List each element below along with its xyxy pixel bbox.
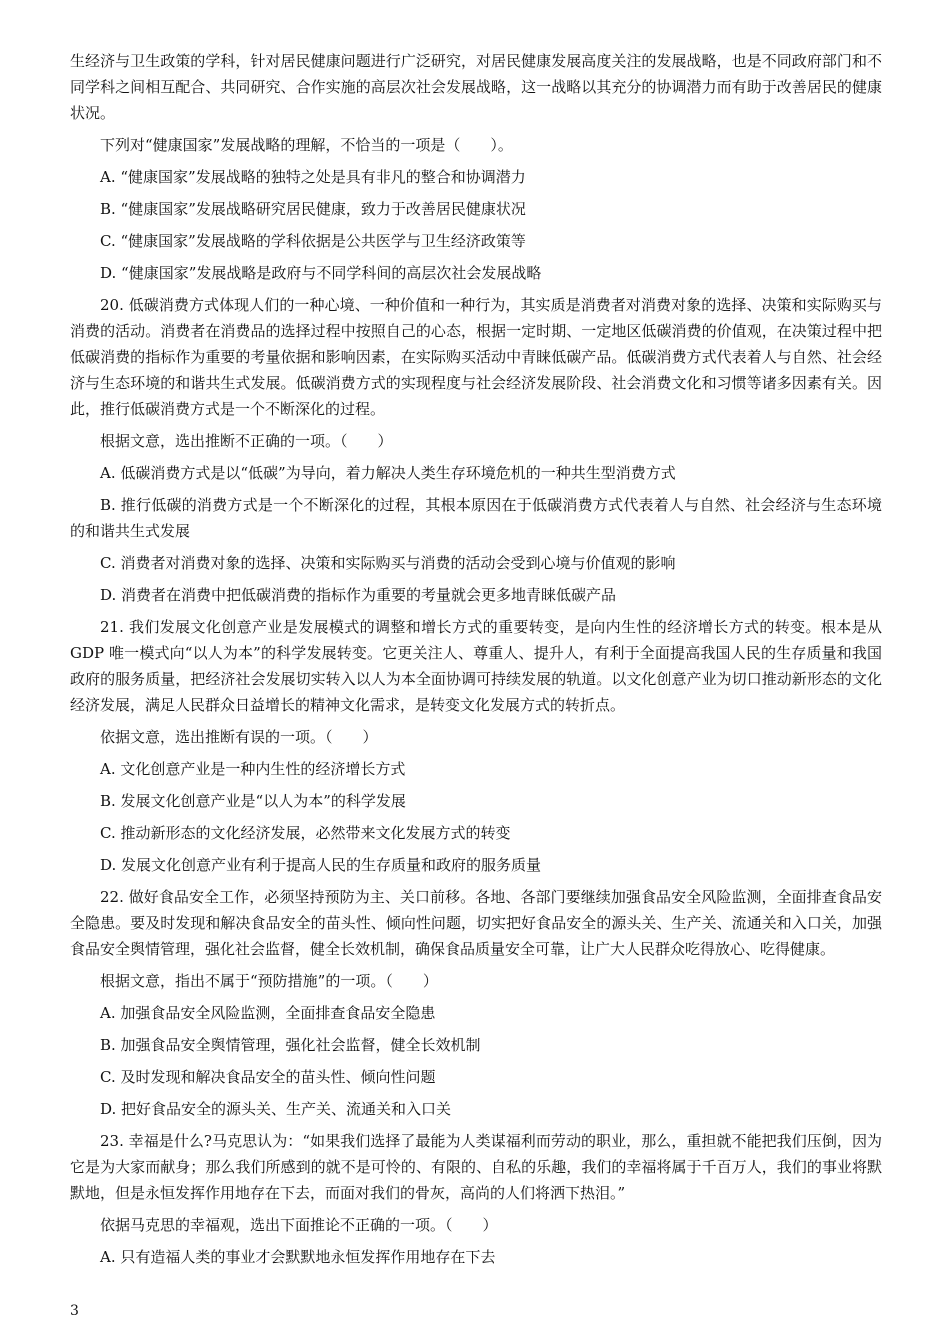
q22-option-c: C. 及时发现和解决食品安全的苗头性、倾向性问题 (100, 1068, 436, 1086)
q22-option-a: A. 加强食品安全风险监测，全面排查食品安全隐患 (100, 1004, 436, 1022)
q20-option-d: D. 消费者在消费中把低碳消费的指标作为重要的考量就会更多地青睐低碳产品 (100, 586, 617, 604)
page-number: 3 (70, 1303, 79, 1319)
question-20-passage: 20. 低碳消费方式体现人们的一种心境、一种价值和一种行为，其实质是消费者对消费对象的选择、决策和实际购买与消费的活动。消费者在消费品的选择过程中按照自己的心态，根据一定时期、一定地区低碳消费的价值观，在决策过程中把低碳消费的指标作为重要的考量依据和影响因素，在实际购买活动中青睐低碳产品。低碳消费方式代表着人与自然、社会经济与生态环境的和谐共生式发展。低碳消费方式的实现程度与社会经济发展阶段、社会消费文化和习惯等诸多因素有关。因此，推行低碳消费方式是一个不断深化的过程。 (70, 296, 882, 418)
q19-option-b: B. “健康国家”发展战略研究居民健康，致力于改善居民健康状况 (100, 200, 526, 218)
q19-option-d: D. “健康国家”发展战略是政府与不同学科间的高层次社会发展战略 (100, 264, 542, 282)
question-19-stem: 下列对“健康国家”发展战略的理解，不恰当的一项是（ ）。 (100, 136, 513, 154)
question-22-passage: 22. 做好食品安全工作，必须坚持预防为主、关口前移。各地、各部门要继续加强食品安全风险监测，全面排查食品安全隐患。要及时发现和解决食品安全的苗头性、倾向性问题，切实把好食品安全的源头关、生产关、流通关和入口关，加强食品安全舆情管理，强化社会监督，健全长效机制，确保食品质量安全可靠，让广大人民群众吃得放心、吃得健康。 (70, 888, 882, 958)
question-23-passage: 23. 幸福是什么?马克思认为：“如果我们选择了最能为人类谋福利而劳动的职业，那么，重担就不能把我们压倒，因为它是为大家而献身；那么我们所感到的就不是可怜的、有限的、自私的乐趣，我们的幸福将属于千百万人，我们的事业将默默地，但是永恒发挥作用地存在下去，而面对我们的骨灰，高尚的人们将洒下热泪。” (70, 1132, 882, 1202)
q21-option-c: C. 推动新形态的文化经济发展，必然带来文化发展方式的转变 (100, 824, 511, 842)
question-23-stem: 依据马克思的幸福观，选出下面推论不正确的一项。（ ） (100, 1216, 498, 1234)
q20-option-b: B. 推行低碳的消费方式是一个不断深化的过程，其根本原因在于低碳消费方式代表着人与自然、社会经济与生态环境的和谐共生式发展 (70, 496, 882, 540)
passage-continuation: 生经济与卫生政策的学科，针对居民健康问题进行广泛研究，对居民健康发展高度关注的发展战略，也是不同政府部门和不同学科之间相互配合、共同研究、合作实施的高层次社会发展战略，这一战略以其充分的协调潜力而有助于改善居民的健康状况。 (70, 52, 882, 122)
q20-option-c: C. 消费者对消费对象的选择、决策和实际购买与消费的活动会受到心境与价值观的影响 (100, 554, 676, 572)
q22-option-d: D. 把好食品安全的源头关、生产关、流通关和入口关 (100, 1100, 452, 1118)
question-21-stem: 依据文意，选出推断有误的一项。（ ） (100, 728, 378, 746)
q20-option-a: A. 低碳消费方式是以“低碳”为导向，着力解决人类生存环境危机的一种共生型消费方式 (100, 464, 676, 482)
q21-option-d: D. 发展文化创意产业有利于提高人民的生存质量和政府的服务质量 (100, 856, 542, 874)
q19-option-c: C. “健康国家”发展战略的学科依据是公共医学与卫生经济政策等 (100, 232, 526, 250)
question-22-stem: 根据文意，指出不属于“预防措施”的一项。（ ） (100, 972, 438, 990)
q19-option-a: A. “健康国家”发展战略的独特之处是具有非凡的整合和协调潜力 (100, 168, 526, 186)
question-21-passage: 21. 我们发展文化创意产业是发展模式的调整和增长方式的重要转变，是向内生性的经济增长方式的转变。根本是从 GDP 唯一模式向“以人为本”的科学发展转变。它更关注人、尊重人、提升人，有利于全面提高我国人民的生存质量和我国政府的服务质量，把经济社会发展切实转入以人为本全面协调可持续发展的轨道。以文化创意产业为切口推动新形态的文化经济发展，满足人民群众日益增长的精神文化需求，是转变文化发展方式的转折点。 (70, 618, 882, 714)
q23-option-a: A. 只有造福人类的事业才会默默地永恒发挥作用地存在下去 (100, 1248, 496, 1266)
q21-option-b: B. 发展文化创意产业是“以人为本”的科学发展 (100, 792, 406, 810)
question-20-stem: 根据文意，选出推断不正确的一项。（ ） (100, 432, 393, 450)
q22-option-b: B. 加强食品安全舆情管理，强化社会监督，健全长效机制 (100, 1036, 481, 1054)
q21-option-a: A. 文化创意产业是一种内生性的经济增长方式 (100, 760, 406, 778)
document-body (70, 48, 882, 1270)
